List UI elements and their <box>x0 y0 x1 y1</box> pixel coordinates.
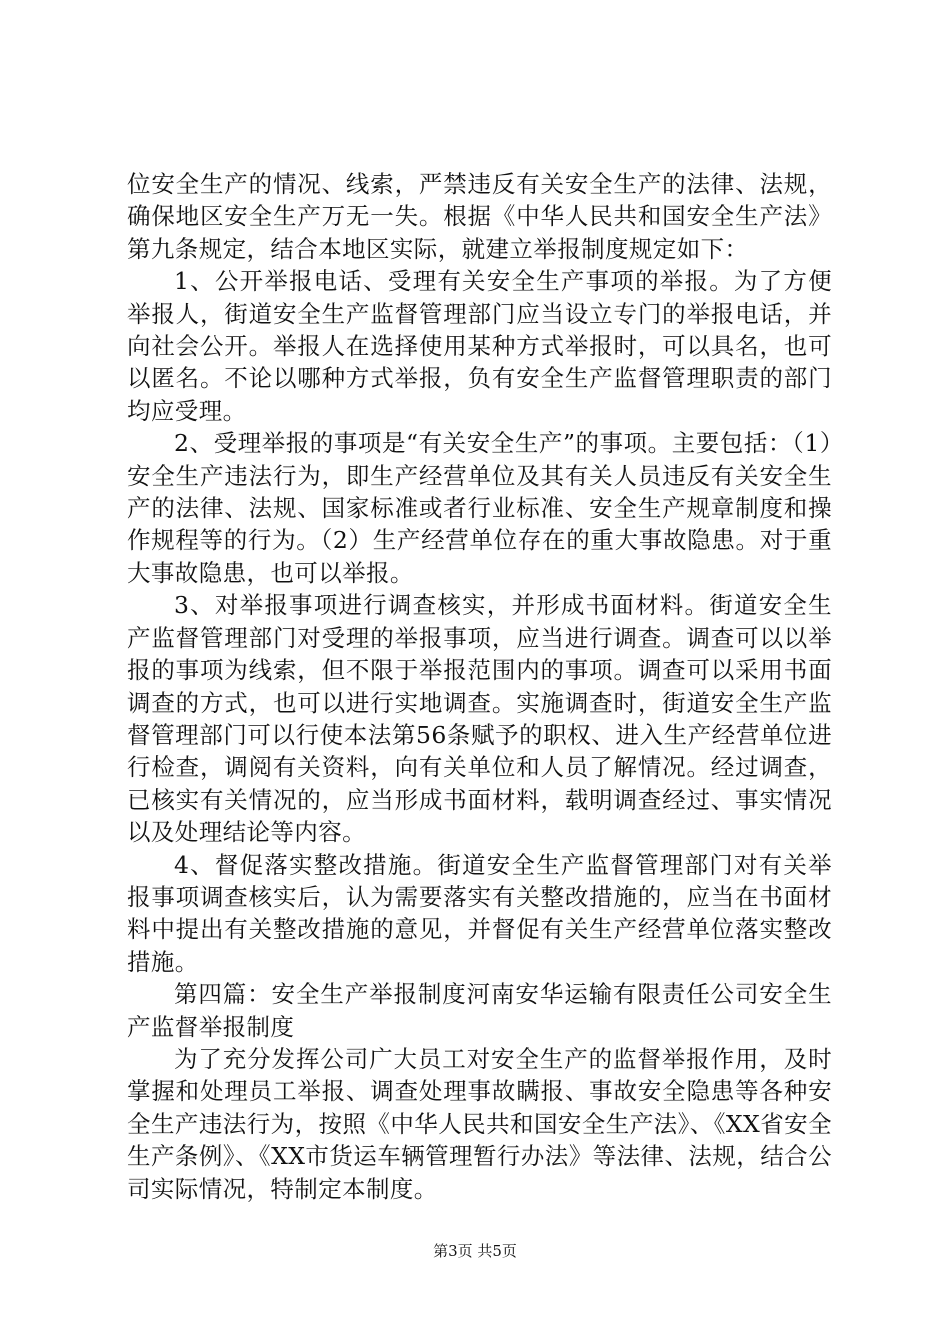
page-number-footer: 第3页 共5页 <box>433 1242 517 1260</box>
paragraph-item-2: 2、受理举报的事项是“有关安全生产”的事项。主要包括：（1）安全生产违法行为，即生产经营单位及其有关人员违反有关安全生产的法律、法规、国家标准或者行业标准、安全生产规章制度和操作规程等的行为。（2）生产经营单位存在的重大事故隐患。对于重大事故隐患，也可以举报。 <box>127 429 832 587</box>
paragraph-item-4: 4、督促落实整改措施。街道安全生产监督管理部门对有关举报事项调查核实后，认为需要落实有关整改措施的，应当在书面材料中提出有关整改措施的意见，并督促有关生产经营单位落实整改措施。 <box>127 850 832 976</box>
section-heading: 第四篇：安全生产举报制度河南安华运输有限责任公司安全生产监督举报制度 <box>127 980 832 1041</box>
paragraph-item-3: 3、对举报事项进行调查核实，并形成书面材料。街道安全生产监督管理部门对受理的举报事项，应当进行调查。调查可以以举报的事项为线索，但不限于举报范围内的事项。调查可以采用书面调查的方式，也可以进行实地调查。实施调查时，街道安全生产监督管理部门可以行使本法第56条赋予的职权、进入生产经营单位进行检查，调阅有关资料，向有关单位和人员了解情况。经过调查，已核实有关情况的，应当形成书面材料，载明调查经过、事实情况以及处理结论等内容。 <box>127 591 832 847</box>
paragraph-item-1: 1、公开举报电话、受理有关安全生产事项的举报。为了方便举报人，街道安全生产监督管理部门应当设立专门的举报电话，并向社会公开。举报人在选择使用某种方式举报时，可以具名，也可以匿名。不论以哪种方式举报，负有安全生产监督管理职责的部门均应受理。 <box>127 267 832 425</box>
paragraph-continuation: 位安全生产的情况、线索，严禁违反有关安全生产的法律、法规，确保地区安全生产万无一失。根据《中华人民共和国安全生产法》第九条规定，结合本地区实际，就建立举报制度规定如下： <box>127 170 832 263</box>
document-body <box>127 168 832 1205</box>
paragraph-intro: 为了充分发挥公司广大员工对安全生产的监督举报作用，及时掌握和处理员工举报、调查处理事故瞒报、事故安全隐患等各种安全生产违法行为，按照《中华人民共和国安全生产法》、《XX省安全生产条例》、《XX市货运车辆管理暂行办法》等法律、法规，结合公司实际情况，特制定本制度。 <box>127 1044 832 1203</box>
